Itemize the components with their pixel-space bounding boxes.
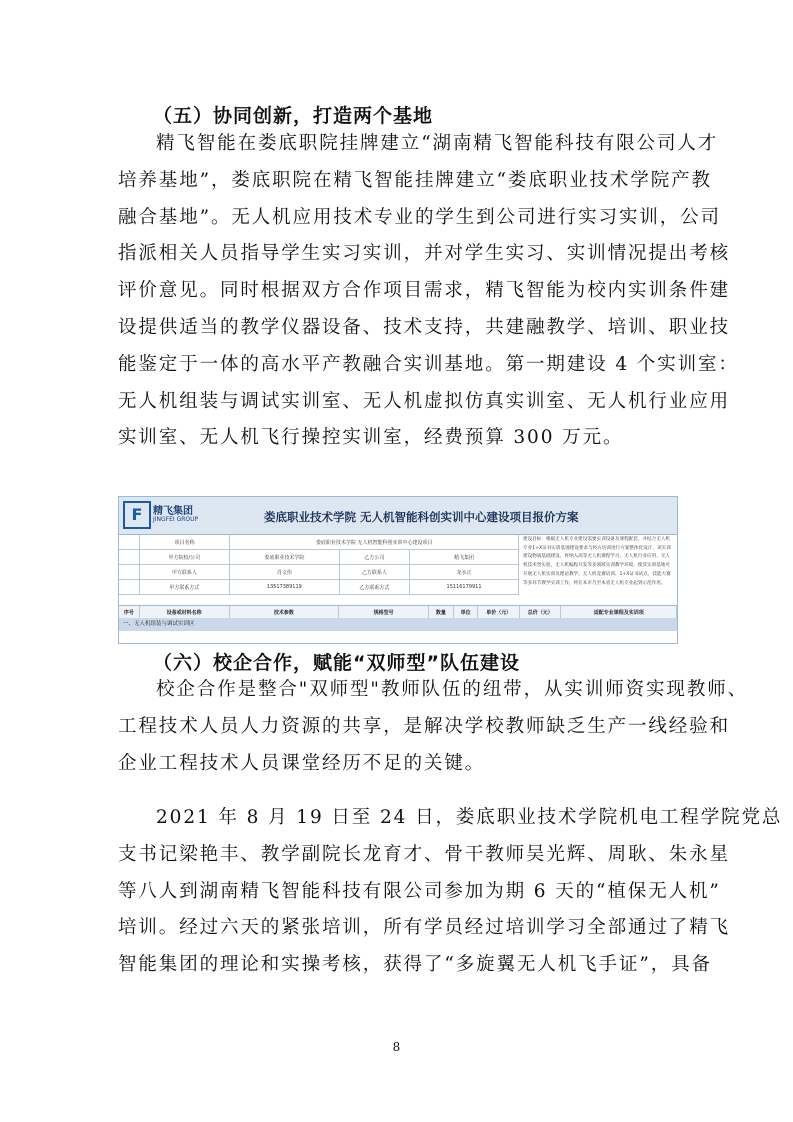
- text-line: 培训。经过六天的紧张培训，所有学员经过培训学习全部通过了精飞: [118, 917, 731, 939]
- text-line: 融合基地”。无人机应用技术专业的学生到公司进行实习实训，公司: [118, 206, 721, 228]
- text-line: 等八人到湖南精飞智能科技有限公司参加为期 6 天的“植保无人机”: [118, 880, 721, 902]
- column-header: 设备或材料名称: [140, 606, 230, 618]
- text-line: 企业工程技术人员课堂经历不足的关键。: [118, 752, 486, 774]
- column-header: 总价（元）: [520, 606, 561, 618]
- text-line: 工程技术人员人力资源的共享，是解决学校教师缺乏生产一线经验和: [118, 715, 731, 737]
- table-row: 项目名称 娄底职业技术学院 无人机智能科创实训中心建设项目: [119, 535, 519, 550]
- table-row: 甲方院校/公司 娄底职业技术学院 乙方公司 精飞集团: [119, 550, 519, 565]
- text-line: 2021 年 8 月 19 日至 24 日，娄底职业技术学院机电工程学院党总: [156, 807, 783, 828]
- column-header: 规格型号: [339, 606, 429, 618]
- text-line: 精飞智能在娄底职院挂牌建立“湖南精飞智能科技有限公司人才: [156, 133, 719, 154]
- text-line: 指派相关人员指导学生实习实训，并对学生实习、实训情况提出考核: [118, 243, 731, 265]
- text-line: 支书记梁艳丰、教学副院长龙育才、骨干教师吴光辉、周耿、朱永星: [118, 843, 731, 865]
- section6-paragraph-2: [118, 800, 783, 984]
- company-logo-name: 精飞集团: [153, 506, 193, 517]
- quote-banner: [119, 497, 677, 535]
- text-line: 培养基地”，娄底职院在精飞智能挂牌建立“娄底职业技术学院产教: [118, 169, 712, 191]
- column-header: 适配专业课程及实训项: [561, 606, 677, 618]
- text-line: 评价意见。同时根据双方合作项目需求，精飞智能为校内实训条件建: [118, 280, 731, 302]
- text-line: 能鉴定于一体的高水平产教融合实训基地。第一期建设 4 个实训室：: [118, 353, 739, 375]
- company-logo-sub: JINGFEI GROUP: [153, 516, 199, 523]
- quote-table-image: [118, 496, 678, 644]
- table-row: 甲方联系人 肖文伟 乙方联系人 龙水正: [119, 565, 519, 580]
- quote-section-label: 一、无人机组装与调试实训区: [119, 618, 677, 631]
- quote-title: 娄底职业技术学院 无人机智能科创实训中心建设项目报价方案: [264, 510, 579, 524]
- table-row: 甲方联系方式 13517389119 乙方联系方式 15116179911: [119, 580, 519, 595]
- quote-info-grid: [119, 535, 519, 595]
- column-header: 单位: [454, 606, 479, 618]
- quote-note: 建设目标：根据无人机专业建设需要实训设备及课程配套，并结合无人机专业1+X证书实训基地建设要求与校方培训进行方案整体化设计，该实训建设物质基础建设，将纳入高等无人机课程学习、无人机行业应用、无人机技术型实验、无人机编程开发等多领域实训教学环境，使其实训基地可开展无人机实训及理论教学、无人机竞赛培训、1+X证书试点、技能大赛等多环节教学实训工作，将在本市乃至本省无人机专业起到示范作用。: [523, 537, 671, 586]
- text-line: 校企合作是整合"双师型"教师队伍的纽带，从实训师资实现教师、: [156, 679, 749, 700]
- text-line: 实训室、无人机飞行操控实训室，经费预算 300 万元。: [118, 427, 624, 449]
- section6-paragraph-1: [118, 672, 749, 782]
- text-line: 无人机组装与调试实训室、无人机虚拟仿真实训室、无人机行业应用: [118, 390, 731, 412]
- text-line: 设提供适当的教学仪器设备、技术支持，共建融教学、培训、职业技: [118, 316, 731, 338]
- page-number: 8: [392, 1040, 401, 1054]
- section5-paragraph: [118, 126, 739, 457]
- quote-column-headers: [119, 605, 677, 619]
- column-header: 数量: [429, 606, 454, 618]
- column-header: 单价（元）: [478, 606, 519, 618]
- column-header: 序号: [119, 606, 140, 618]
- section6-heading: （六）校企合作，赋能“双师型”队伍建设: [153, 652, 520, 674]
- column-header: 技术参数: [230, 606, 340, 618]
- company-logo-icon: F: [123, 501, 151, 529]
- text-line: 智能集团的理论和实操考核，获得了“多旋翼无人机飞手证”，具备: [118, 954, 712, 976]
- section5-heading: （五）协同创新，打造两个基地: [153, 105, 434, 127]
